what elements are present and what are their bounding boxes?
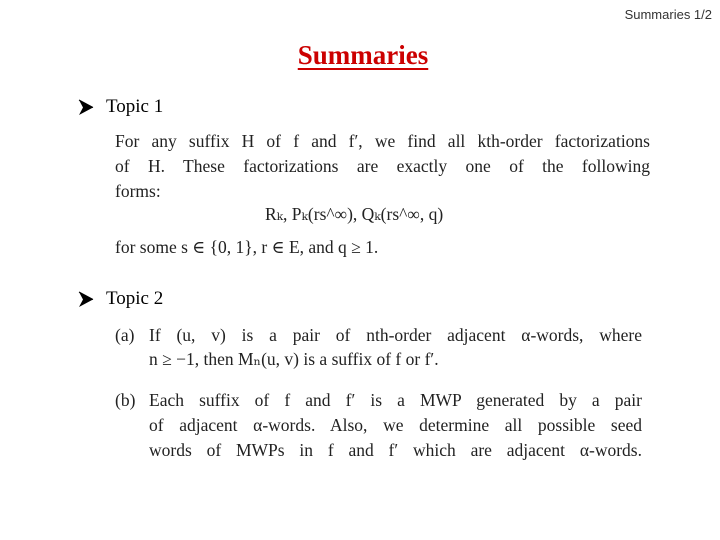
arrow-bullet-icon bbox=[78, 99, 94, 116]
statement-line: For any suffix H of f and f′, we find all kth-order factorizations bbox=[115, 131, 650, 151]
item-marker: (a) bbox=[115, 325, 135, 345]
topic-label: Topic 1 bbox=[106, 96, 164, 117]
statement-line: of H. These factorizations are exactly one of the following bbox=[115, 156, 650, 176]
topic-1-statement bbox=[115, 131, 650, 261]
item-marker: (b) bbox=[115, 390, 136, 410]
topic-heading-2 bbox=[78, 288, 163, 310]
statement-line: words of MWPs in f and f′ which are adjacent α-words. bbox=[149, 440, 642, 460]
arrow-bullet-icon bbox=[78, 291, 94, 308]
factorization-forms: Rₖ, Pₖ(rs^∞), Qₖ(rs^∞, q) bbox=[265, 204, 444, 224]
statement-line: forms: bbox=[115, 181, 161, 201]
topic-2-statement bbox=[115, 325, 642, 465]
slide-counter: Summaries 1/2 bbox=[624, 7, 712, 22]
statement-line: Each suffix of f and f′ is a MWP generated by a pair bbox=[149, 390, 642, 410]
statement-line: of adjacent α-words. Also, we determine all possible seed bbox=[149, 415, 642, 435]
topic-label: Topic 2 bbox=[106, 288, 164, 309]
statement-line: If (u, v) is a pair of nth-order adjacent α-words, where bbox=[149, 325, 642, 345]
slide-title: Summaries bbox=[297, 40, 429, 70]
statement-line: n ≥ −1, then Mₙ(u, v) is a suffix of f or f′. bbox=[149, 349, 439, 369]
statement-line: for some s ∈ {0, 1}, r ∈ E, and q ≥ 1. bbox=[115, 237, 379, 257]
topic-heading-1 bbox=[78, 96, 163, 118]
